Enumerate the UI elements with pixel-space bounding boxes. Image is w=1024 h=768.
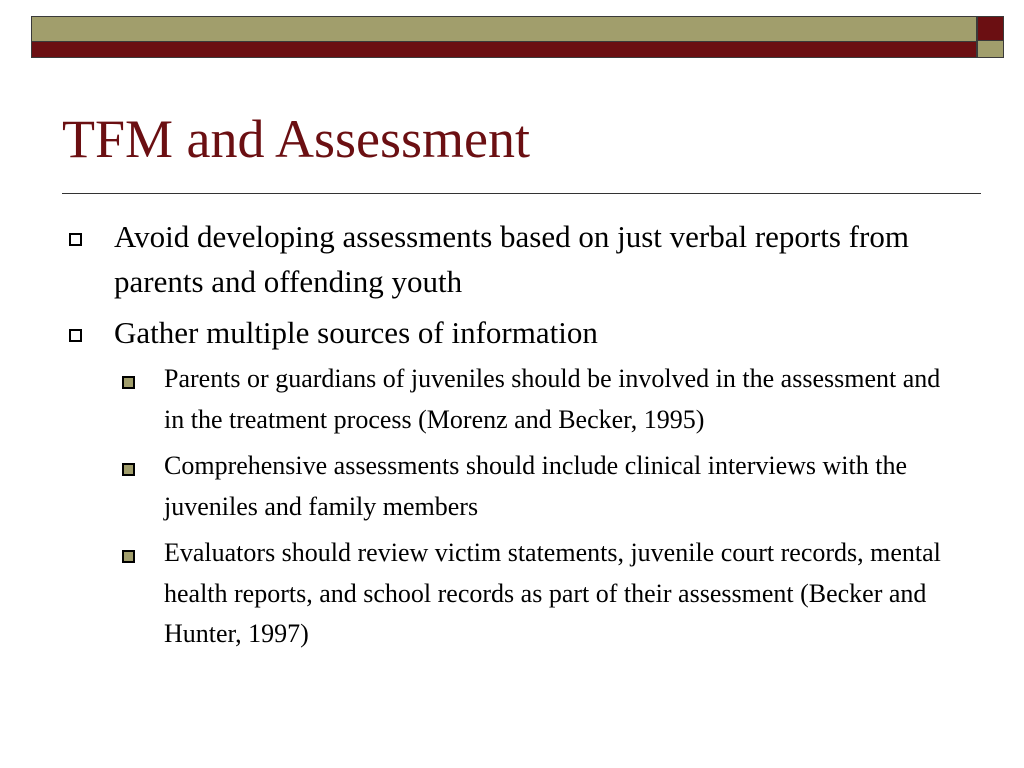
sub-bullet-item (116, 533, 962, 655)
sub-bullet-item (116, 446, 962, 527)
bullet-text: Gather multiple sources of information (114, 315, 598, 350)
header-corner-maroon-box (977, 16, 1004, 41)
header-corner-olive-box (977, 40, 1004, 58)
header-decoration-band (31, 16, 977, 58)
bullet-item (62, 310, 962, 655)
header-olive-stripe (32, 17, 976, 42)
title-divider (62, 193, 981, 194)
sub-bullet-text: Comprehensive assessments should include clinical interviews with the juveniles and family members (164, 451, 908, 521)
filled-square-bullet-icon (122, 463, 135, 476)
bullet-item (62, 214, 962, 304)
filled-square-bullet-icon (122, 376, 135, 389)
hollow-square-bullet-icon (69, 233, 82, 246)
bullet-text: Avoid developing assessments based on just verbal reports from parents and offending youth (114, 219, 909, 299)
sub-bullet-text: Parents or guardians of juveniles should be involved in the assessment and in the treatment process (Morenz and Becker, 1995) (164, 364, 941, 434)
bullet-list (62, 214, 962, 661)
hollow-square-bullet-icon (69, 329, 82, 342)
slide-title: TFM and Assessment (62, 109, 531, 169)
filled-square-bullet-icon (122, 550, 135, 563)
sub-bullet-item (116, 359, 962, 440)
sub-bullet-list (114, 359, 962, 655)
sub-bullet-text: Evaluators should review victim statements, juvenile court records, mental health reports, and school records as part of their assessment (Becker and Hunter, 1997) (164, 538, 941, 648)
